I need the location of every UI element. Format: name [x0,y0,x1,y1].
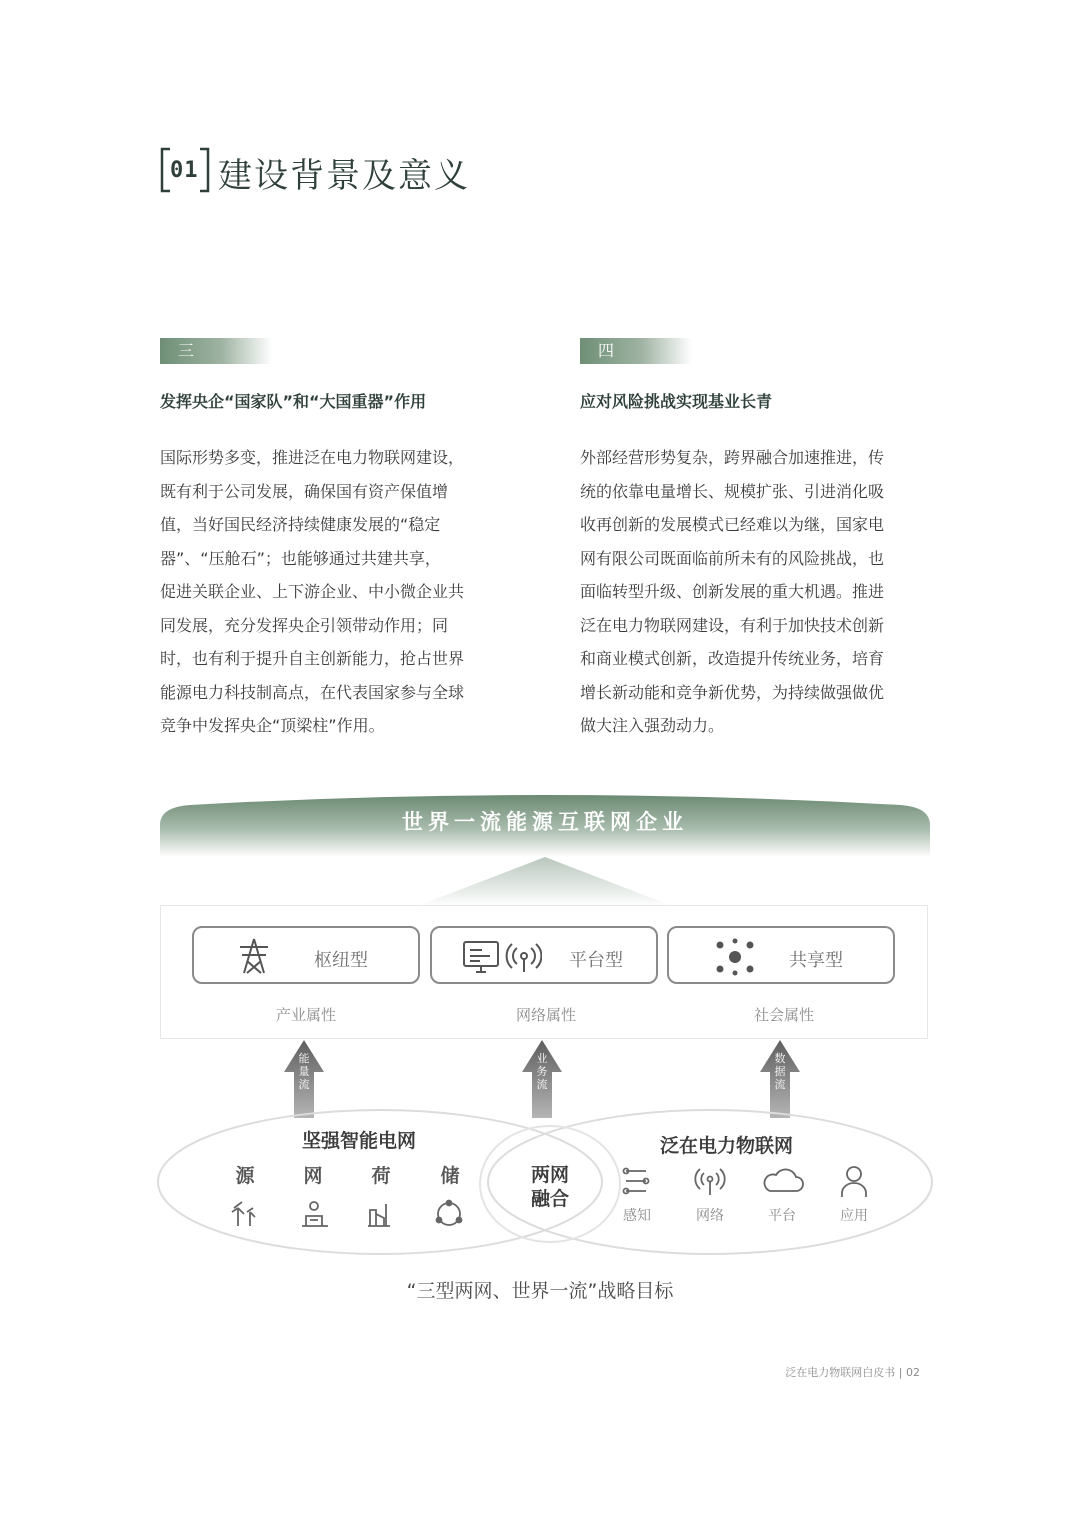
substation-icon [302,1202,328,1226]
attribute-label: 社会属性 [753,1006,814,1024]
paragraph-line: 网有限公司既面临前所未有的风险挑战，也 [580,548,885,568]
paragraph-line: 增长新动能和竞争新优势，为持续做强做优 [580,682,885,702]
page-title: 建设背景及意义 [218,156,470,196]
iot-item-label: 平台 [768,1208,796,1224]
paragraph-line: 时，也有利于提升自主创新能力，抢占世界 [160,649,465,668]
grid-item-label: 储 [440,1165,460,1187]
paragraph-line: 收再创新的发展模式已经难以为继，国家电 [580,515,885,534]
left-section-tag [160,338,272,364]
left-tag-label: 三 [178,341,195,360]
cloud-icon [764,1169,803,1191]
section-number: 01 [170,158,199,183]
iot-item-label: 网络 [696,1208,724,1224]
paragraph-line: 面临转型升级、创新发展的重大机遇。推进 [580,582,885,601]
type-box-platform [430,926,658,984]
convergence-line1: 两网 [531,1164,570,1186]
right-heading: 应对风险挑战实现基业长青 [580,392,773,411]
page-footer: 泛在电力物联网白皮书 | 02 [785,1366,920,1379]
diagram-caption: “三型两网、世界一流”战略目标 [406,1280,674,1302]
right-section-tag [580,338,692,364]
monitor-signal-icon [462,940,542,974]
paragraph-line: 促进关联企业、上下游企业、中小微企业共 [160,582,465,601]
top-arch-banner [160,785,930,910]
flow-label-energy: 能量流 [298,1052,310,1091]
iot-item-label: 感知 [623,1208,651,1224]
paragraph-line: 泛在电力物联网建设，有利于加快技术创新 [580,615,885,635]
paragraph-line: 同发展，充分发挥央企引领带动作用；同 [160,615,449,635]
paragraph-line: 值，当好国民经济持续健康发展的“稳定 [160,515,441,534]
grid-item-label: 荷 [371,1165,391,1187]
paragraph-line: 国际形势多变，推进泛在电力物联网建设， [160,448,465,467]
right-tag-label: 四 [598,341,615,360]
paragraph-line: 和商业模式创新，改造提升传统业务，培育 [580,649,885,668]
sensor-icon [624,1169,649,1194]
type-box-sharing [667,926,895,984]
type-label: 平台型 [569,950,623,971]
paragraph-line: 外部经营形势复杂，跨界融合加速推进，传 [580,448,885,467]
smart-grid-title: 坚强智能电网 [302,1130,417,1152]
iot-item-label: 应用 [840,1208,868,1224]
top-goal-label: 世界一流能源互联网企业 [402,810,688,834]
flow-label-data: 数据流 [774,1052,786,1091]
type-box-hub [192,926,420,984]
factory-icon [368,1204,390,1226]
type-label: 共享型 [789,950,843,971]
left-heading: 发挥央企“国家队”和“大国重器”作用 [160,392,427,411]
type-label: 枢纽型 [314,950,368,971]
attribute-label: 网络属性 [515,1006,576,1024]
paragraph-line: 做大注入强劲动力。 [580,716,725,735]
paragraph-line: 既有利于公司发展，确保国有资产保值增 [160,481,449,501]
transmission-tower-icon [236,937,272,975]
grid-item-label: 源 [235,1165,255,1187]
left-paragraph [160,441,505,743]
antenna-icon [695,1169,724,1195]
paragraph-line: 能源电力科技制高点，在代表国家参与全球 [160,682,465,702]
grid-item-label: 网 [303,1165,323,1187]
storage-cycle-icon [437,1201,462,1226]
convergence-line2: 融合 [531,1188,570,1210]
iot-title: 泛在电力物联网 [660,1135,794,1157]
attribute-label: 产业属性 [275,1006,336,1024]
wind-turbine-icon [232,1202,255,1226]
right-paragraph [580,441,925,743]
grid-icons [230,1198,470,1228]
flow-label-business: 业务流 [536,1052,548,1091]
user-icon [842,1167,866,1197]
network-nodes-icon [713,937,757,977]
paragraph-line: 器”、“压舱石”；也能够通过共建共享， [160,548,441,568]
paragraph-line: 竞争中发挥央企“顶梁柱”作用。 [160,716,385,735]
paragraph-line: 统的依靠电量增长、规模扩张、引进消化吸 [580,481,885,501]
iot-icons [620,1163,880,1199]
